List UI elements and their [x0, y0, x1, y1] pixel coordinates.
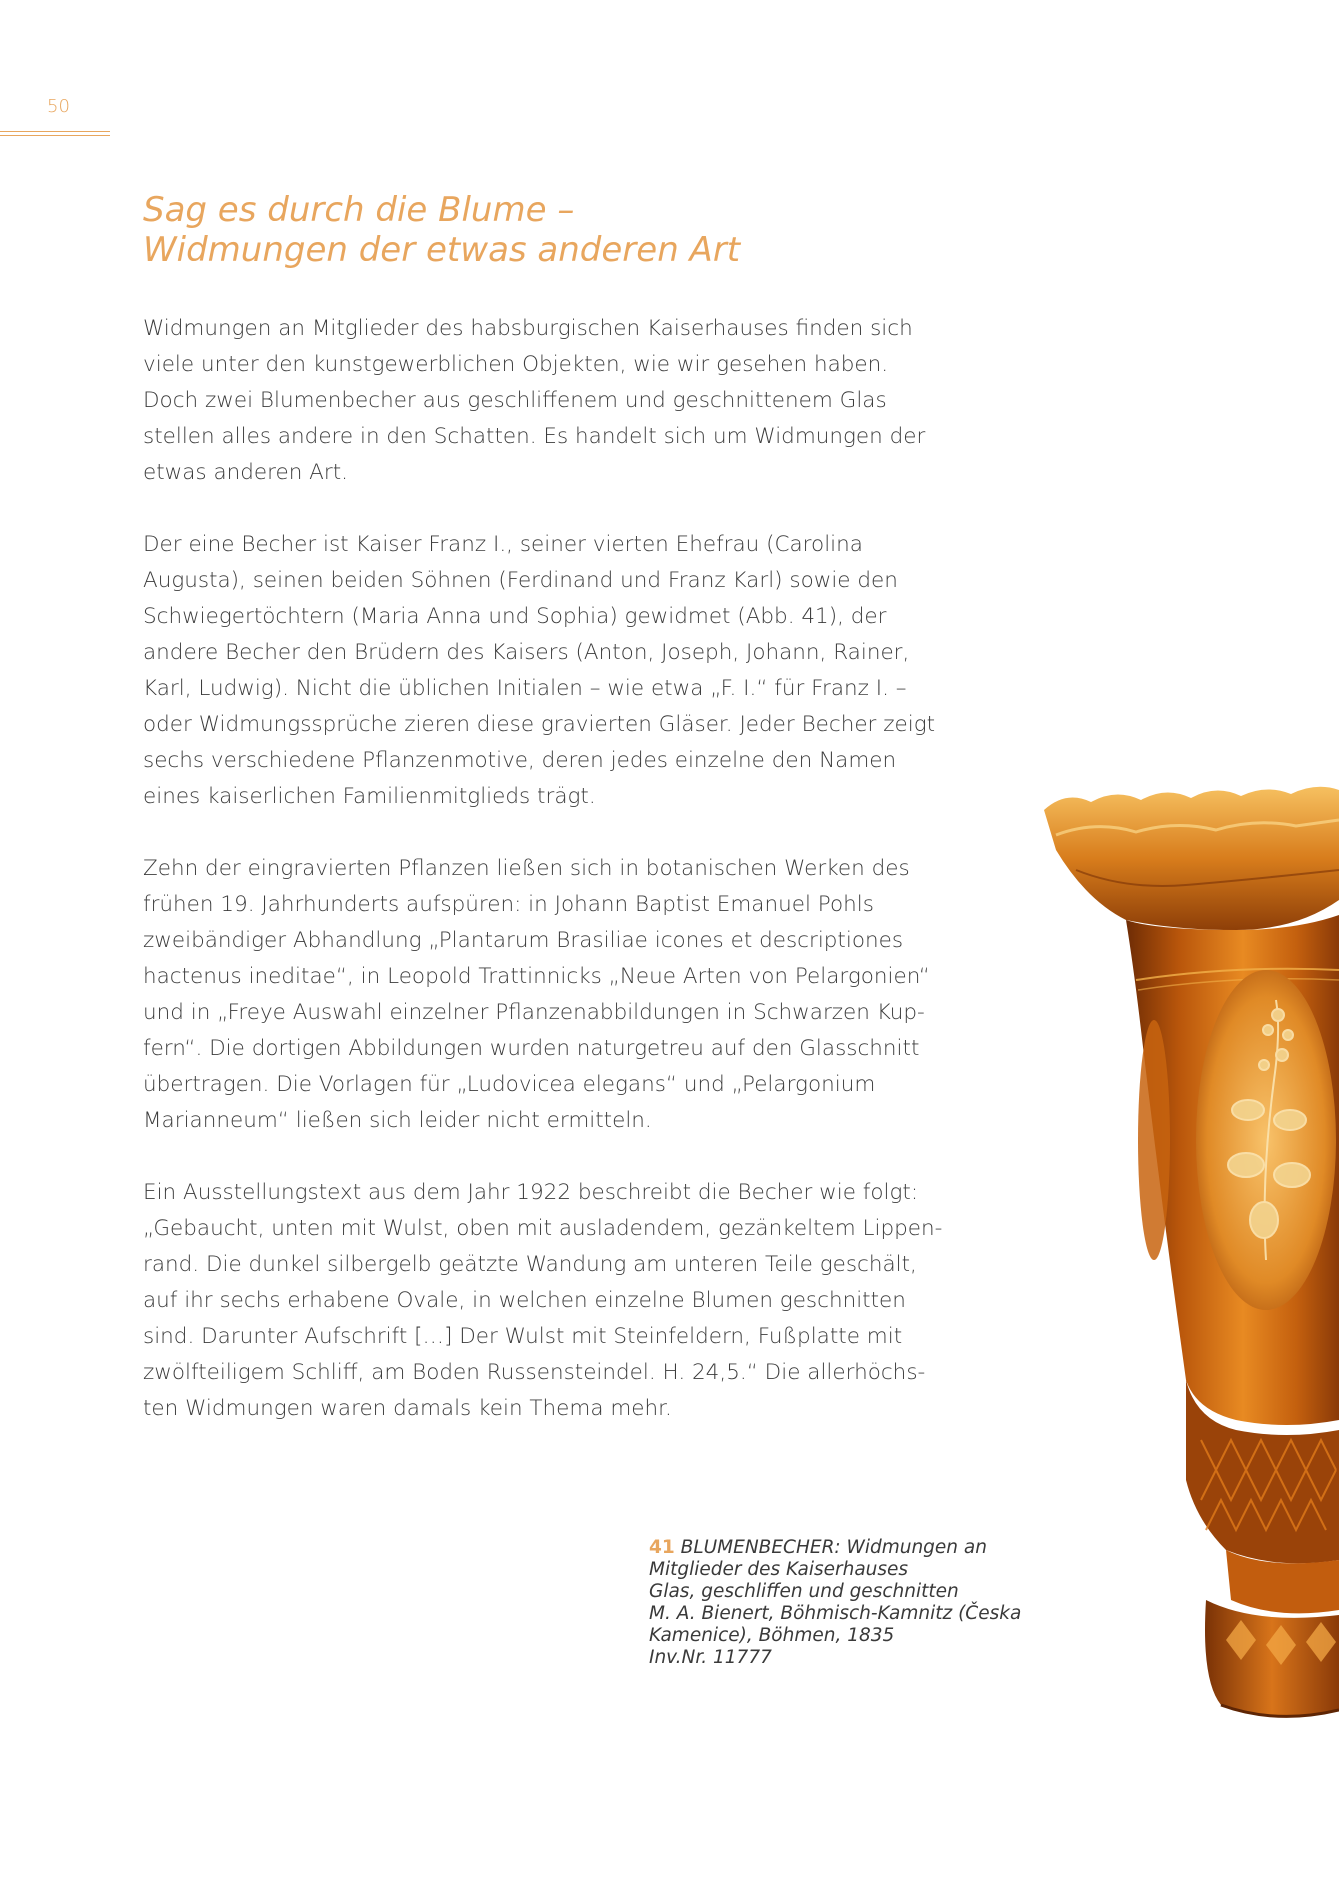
caption-line — [649, 1537, 1069, 1559]
text-line: frühen 19. Jahrhunderts aufspüren: in Johann Baptist Emanuel Pohls — [143, 892, 874, 917]
text-line: hactenus ineditae“, in Leopold Trattinnicks „Neue Arten von Pelargonien“ — [143, 964, 930, 989]
text-line: sind. Darunter Aufschrift […] Der Wulst mit Steinfeldern, Fußplatte mit — [143, 1324, 903, 1349]
caption-line: Kamenice), Böhmen, 1835 — [649, 1625, 895, 1646]
title-line-1: Sag es durch die Blume – — [143, 190, 575, 230]
figure-number: 41 — [649, 1537, 675, 1558]
caption-line: Glas, geschliffen und geschnitten — [649, 1581, 959, 1602]
text-line: Der eine Becher ist Kaiser Franz I., seiner vierten Ehefrau (Carolina — [143, 532, 863, 557]
body-text — [143, 311, 1028, 1463]
caption-line: Mitglieder des Kaiserhauses — [649, 1559, 909, 1580]
text-line: etwas anderen Art. — [143, 460, 348, 485]
page-number: 50 — [47, 96, 70, 117]
paragraph-3 — [143, 851, 1028, 1139]
text-line: „Gebaucht, unten mit Wulst, oben mit ausladendem, gezänkeltem Lippen- — [143, 1216, 943, 1241]
paragraph-1 — [143, 311, 1028, 491]
text-line: Zehn der eingravierten Pflanzen ließen sich in botanischen Werken des — [143, 856, 910, 881]
text-line: und in „Freye Auswahl einzelner Pflanzenabbildungen in Schwarzen Kup- — [143, 1000, 925, 1025]
header-rule — [0, 131, 110, 132]
text-line: auf ihr sechs erhabene Ovale, in welchen einzelne Blumen geschnitten — [143, 1288, 906, 1313]
text-line: Doch zwei Blumenbecher aus geschliffenem und geschnittenem Glas — [143, 388, 887, 413]
page-title — [143, 190, 903, 270]
text-line: Widmungen an Mitglieder des habsburgischen Kaiserhauses finden sich — [143, 316, 913, 341]
text-line: Karl, Ludwig). Nicht die üblichen Initialen – wie etwa „F. I.“ für Franz I. – — [143, 676, 907, 701]
figure-caption — [649, 1537, 1069, 1669]
title-line-2: Widmungen der etwas anderen Art — [143, 230, 741, 270]
text-line: oder Widmungssprüche zieren diese gravierten Gläser. Jeder Becher zeigt — [143, 712, 936, 737]
text-line: Augusta), seinen beiden Söhnen (Ferdinand und Franz Karl) sowie den — [143, 568, 898, 593]
amber-glass-beaker-photo — [1036, 780, 1339, 1790]
paragraph-4 — [143, 1175, 1028, 1427]
text-line: fern“. Die dortigen Abbildungen wurden naturgetreu auf den Glasschnitt — [143, 1036, 920, 1061]
text-line: rand. Die dunkel silbergelb geätzte Wandung am unteren Teile geschält, — [143, 1252, 917, 1277]
text-line: sechs verschiedene Pflanzenmotive, deren jedes einzelne den Namen — [143, 748, 897, 773]
text-line: ten Widmungen waren damals kein Thema mehr. — [143, 1396, 672, 1421]
text-line: übertragen. Die Vorlagen für „Ludovicea elegans“ und „Pelargonium — [143, 1072, 876, 1097]
text-line: zweibändiger Abhandlung „Plantarum Brasiliae icones et descriptiones — [143, 928, 904, 953]
text-line: andere Becher den Brüdern des Kaisers (Anton, Joseph, Johann, Rainer, — [143, 640, 910, 665]
header-rule — [0, 135, 110, 136]
text-line: eines kaiserlichen Familienmitglieds trägt. — [143, 784, 596, 809]
text-line: viele unter den kunstgewerblichen Objekten, wie wir gesehen haben. — [143, 352, 889, 377]
caption-line: Inv.Nr. 11777 — [649, 1647, 772, 1668]
text-line: stellen alles andere in den Schatten. Es handelt sich um Widmungen der — [143, 424, 926, 449]
caption-title: BLUMENBECHER: Widmungen an — [680, 1537, 987, 1558]
text-line: zwölfteiligem Schliff, am Boden Russensteindel. H. 24,5.“ Die allerhöchs- — [143, 1360, 926, 1385]
paragraph-2 — [143, 527, 1028, 815]
caption-line: M. A. Bienert, Böhmisch-Kamnitz (Česka — [649, 1603, 1022, 1624]
text-line: Ein Ausstellungstext aus dem Jahr 1922 beschreibt die Becher wie folgt: — [143, 1180, 919, 1205]
text-line: Schwiegertöchtern (Maria Anna und Sophia) gewidmet (Abb. 41), der — [143, 604, 887, 629]
text-line: Marianneum“ ließen sich leider nicht ermitteln. — [143, 1108, 652, 1133]
